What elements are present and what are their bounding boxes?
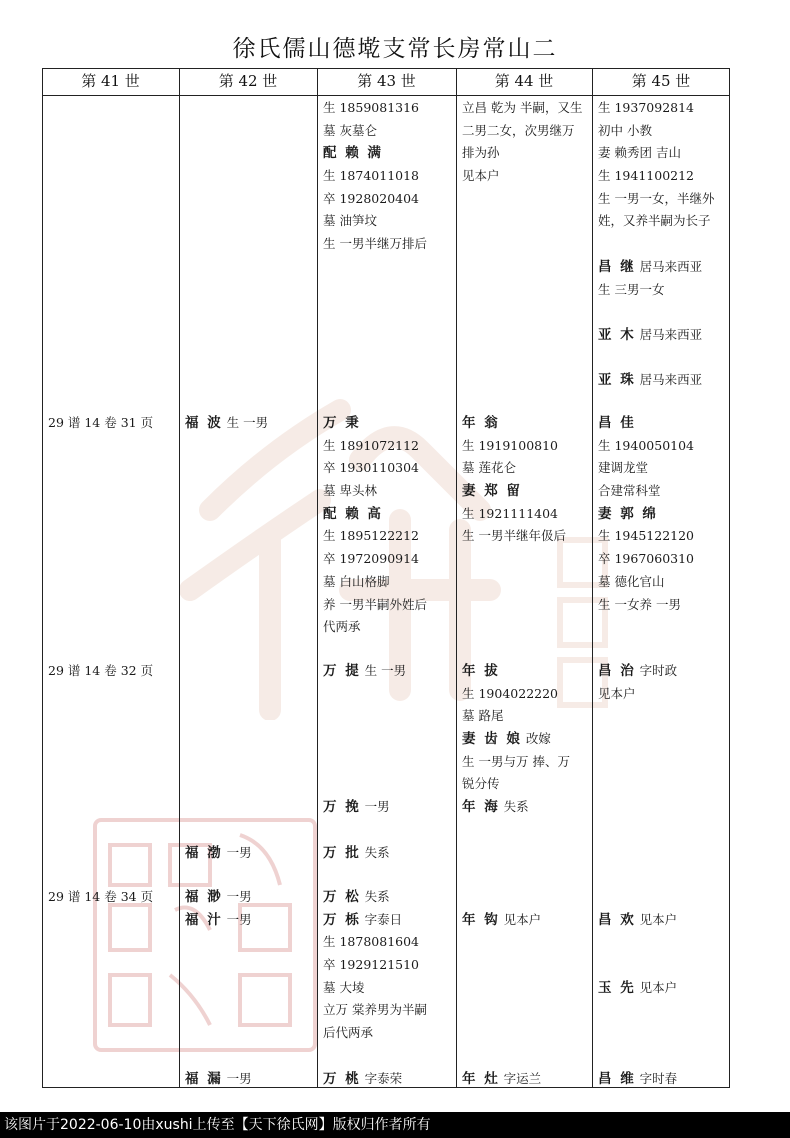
entry-line (319, 480, 455, 503)
entry-line (458, 525, 594, 548)
entry-text: 排为孙 (462, 145, 500, 161)
cell-c44-section-2 (458, 660, 594, 819)
person-entry (458, 412, 594, 435)
entry-line (594, 142, 730, 165)
spacer (319, 705, 455, 728)
person-name: 昌 维 (598, 1071, 636, 1087)
entry-line (458, 165, 594, 188)
person-entry (594, 324, 730, 347)
person-name: 配 赖 高 (323, 505, 383, 522)
entry-line (319, 165, 455, 188)
person-entry (458, 796, 594, 819)
entry-line (594, 165, 730, 188)
entry-text: 一男 (360, 799, 390, 815)
spacer (594, 347, 730, 370)
entry-line (44, 660, 180, 683)
person-name: 万 松 (323, 889, 361, 905)
spacer (594, 233, 730, 256)
entry-text: 生 1895122212 (323, 528, 420, 544)
entry-line (319, 97, 455, 120)
cell-c44-section-3 (458, 886, 594, 931)
column-divider (456, 68, 457, 1088)
entry-line (319, 977, 455, 1000)
entry-line (319, 188, 455, 211)
person-name: 年 钩 (462, 911, 500, 928)
person-name: 福 波 (185, 415, 223, 431)
entry-line (458, 751, 594, 774)
person-name: 万 挽 (323, 799, 361, 816)
person-entry (181, 886, 317, 909)
cell-c45-section-3 (594, 886, 730, 999)
entry-line (319, 571, 455, 594)
entry-text: 字时政 (635, 663, 678, 678)
person-entry (319, 412, 455, 435)
spacer (594, 931, 730, 954)
person-entry (181, 1068, 317, 1091)
cell-c42-section-1 (181, 412, 317, 435)
entry-text: 见本户 (598, 685, 636, 701)
entry-text: 生 一男半继万排后 (323, 236, 427, 252)
entry-text: 字泰日 (360, 911, 403, 927)
person-name: 万 秉 (323, 415, 361, 431)
person-name: 万 栎 (323, 911, 361, 928)
entry-text: 29 谱 14 卷 34 页 (48, 889, 154, 904)
entry-line (458, 142, 594, 165)
column-divider (317, 68, 318, 1088)
entry-text: 一男 (222, 911, 252, 927)
entry-line (458, 435, 594, 458)
person-entry (319, 660, 455, 683)
entry-line (594, 480, 730, 503)
cell-c43-section-3 (319, 886, 455, 1045)
entry-text: 墓 路尾 (462, 708, 504, 724)
entry-text: 生 三男一女 (598, 281, 665, 297)
spacer (458, 886, 594, 909)
entry-text: 一男 (222, 889, 252, 904)
person-entry (319, 142, 455, 165)
spacer (319, 751, 455, 774)
entry-text: 生 1874011018 (323, 168, 420, 184)
spacer (319, 728, 455, 751)
entry-text: 字运兰 (499, 1071, 542, 1086)
entry-text: 生 一男与万 捧、万 (462, 753, 570, 769)
entry-line (319, 594, 455, 617)
entry-text: 居马来西亚 (635, 372, 703, 388)
entry-text: 见本户 (462, 168, 500, 184)
cell-c44-section-4 (458, 1068, 594, 1091)
entry-text: 29 谱 14 卷 31 页 (48, 415, 154, 430)
person-entry (458, 909, 594, 932)
entry-line (44, 412, 180, 435)
person-name: 昌 治 (598, 663, 636, 679)
person-name: 福 渤 (185, 844, 223, 861)
spacer (319, 773, 455, 796)
person-entry (319, 842, 455, 865)
person-entry (594, 369, 730, 392)
cell-c44-section-0 (458, 97, 594, 188)
cell-c43-section-2 (319, 660, 455, 864)
entry-text: 卒 1972090914 (323, 551, 420, 567)
person-name: 妻 齿 娘 (462, 731, 522, 748)
person-name: 福 汁 (185, 911, 223, 928)
entry-text: 生 一男一女，半继外 (598, 190, 715, 206)
entry-text: 卒 1930110304 (323, 460, 420, 476)
entry-text: 一男 (222, 844, 252, 860)
entry-line (594, 594, 730, 617)
entry-text: 卒 1967060310 (598, 551, 695, 567)
entry-line (594, 435, 730, 458)
column-divider (179, 68, 180, 1088)
person-name: 万 提 (323, 663, 361, 679)
entry-text: 生 1859081316 (323, 100, 420, 115)
entry-line (594, 457, 730, 480)
entry-text: 合建常科堂 (598, 483, 661, 499)
person-name: 妻 郑 留 (462, 483, 522, 500)
entry-text: 墓 卑头林 (323, 483, 377, 499)
person-entry (594, 977, 730, 1000)
person-name: 年 海 (462, 799, 500, 816)
entry-text: 居马来西亚 (635, 258, 703, 274)
entry-line (319, 233, 455, 256)
entry-text: 生 1921111404 (462, 505, 559, 521)
person-name: 亚 珠 (598, 372, 636, 389)
person-name: 万 桃 (323, 1071, 361, 1087)
entry-line (319, 616, 455, 639)
spacer (319, 819, 455, 842)
cell-c41-section-3 (44, 886, 180, 909)
entry-line (319, 120, 455, 143)
entry-text: 墓 油笋坟 (323, 213, 377, 229)
header-gen-45: 第 45 世 (631, 72, 691, 90)
person-entry (458, 728, 594, 751)
cell-c45-section-1 (594, 412, 730, 616)
entry-text: 生 一女养 一男 (598, 596, 681, 612)
entry-line (458, 773, 594, 796)
entry-text: 见本户 (635, 979, 678, 995)
entry-text: 妻 赖秀团 吉山 (598, 145, 681, 161)
entry-line (594, 120, 730, 143)
entry-text: 后代两承 (323, 1025, 374, 1041)
cell-c41-section-1 (44, 412, 180, 435)
entry-text: 生 一男 (360, 663, 407, 678)
person-name: 年 灶 (462, 1071, 500, 1087)
entry-text: 生 一男半继年伋后 (462, 528, 566, 544)
entry-line (319, 931, 455, 954)
entry-text: 立昌 乾为 半嗣，又生 (462, 100, 583, 115)
entry-text: 生 1919100810 (462, 437, 559, 453)
entry-line (319, 210, 455, 233)
entry-text: 卒 1929121510 (323, 957, 420, 973)
person-name: 年 拔 (462, 663, 500, 679)
person-entry (458, 1068, 594, 1091)
entry-text: 字时春 (635, 1071, 678, 1086)
entry-text: 生 1878081604 (323, 934, 420, 950)
cell-c45-section-0 (594, 97, 730, 392)
entry-line (594, 548, 730, 571)
entry-line (319, 954, 455, 977)
person-name: 昌 欢 (598, 911, 636, 928)
entry-text: 生 1904022220 (462, 685, 559, 701)
person-name: 亚 木 (598, 326, 636, 343)
entry-line (458, 120, 594, 143)
person-name: 万 批 (323, 844, 361, 861)
entry-text: 生 1945122120 (598, 528, 695, 544)
entry-text: 养 一男半嗣外姓后 (323, 596, 427, 612)
cell-c43-section-4 (319, 1068, 455, 1091)
person-entry (458, 660, 594, 683)
entry-line (594, 571, 730, 594)
entry-text: 生 一男 (222, 415, 269, 430)
spacer (594, 954, 730, 977)
entry-line (594, 683, 730, 706)
entry-text: 见本户 (499, 911, 542, 927)
entry-line (458, 97, 594, 120)
entry-line (319, 1022, 455, 1045)
entry-line (319, 999, 455, 1022)
entry-line (319, 548, 455, 571)
entry-line (594, 188, 730, 211)
entry-line (594, 525, 730, 548)
header-gen-44: 第 44 世 (494, 72, 554, 90)
person-entry (181, 909, 317, 932)
entry-line (319, 525, 455, 548)
entry-text: 一男 (222, 1071, 252, 1086)
entry-text: 姓，又养半嗣为长子 (598, 213, 711, 229)
entry-line (594, 210, 730, 233)
cell-c45-section-2 (594, 660, 730, 705)
entry-text: 29 谱 14 卷 32 页 (48, 663, 154, 678)
page-title: 徐氏儒山德墘支常长房常山二 (232, 36, 558, 62)
entry-text: 墓 白山格脚 (323, 573, 390, 589)
spacer (594, 301, 730, 324)
header-gen-41: 第 41 世 (81, 72, 140, 90)
person-name: 福 渺 (185, 889, 223, 905)
cell-c43-section-0 (319, 97, 455, 256)
entry-text: 见本户 (635, 911, 678, 927)
entry-line (44, 886, 180, 909)
person-entry (181, 842, 317, 865)
entry-text: 生 1891072112 (323, 437, 420, 453)
person-name: 配 赖 满 (323, 145, 383, 162)
entry-text: 二男二女，次男继万 (462, 122, 575, 138)
entry-line (458, 457, 594, 480)
cell-c42-section-3 (181, 886, 317, 931)
person-name: 福 漏 (185, 1071, 223, 1087)
person-entry (319, 503, 455, 526)
copyright-footer: 该图片于2022-06-10由xushi上传至【天下徐氏网】版权归作者所有 (0, 1112, 790, 1138)
cell-c41-section-2 (44, 660, 180, 683)
entry-text: 立万 棠养男为半嗣 (323, 1002, 427, 1018)
person-entry (181, 412, 317, 435)
person-name: 年 翁 (462, 415, 500, 431)
person-entry (594, 412, 730, 435)
person-entry (594, 909, 730, 932)
person-name: 昌 继 (598, 258, 636, 275)
person-entry (458, 480, 594, 503)
person-entry (594, 660, 730, 683)
entry-text: 失系 (360, 889, 390, 904)
cell-c43-section-1 (319, 412, 455, 639)
column-divider (592, 68, 593, 1088)
entry-text: 生 1941100212 (598, 168, 695, 184)
entry-line (319, 435, 455, 458)
person-entry (319, 886, 455, 909)
entry-line (458, 683, 594, 706)
header-gen-43: 第 43 世 (357, 72, 416, 90)
entry-text: 失系 (499, 799, 529, 815)
entry-text: 生 1940050104 (598, 437, 695, 453)
header-gen-42: 第 42 世 (218, 72, 278, 90)
person-name: 妻 郭 绵 (598, 505, 658, 522)
entry-text: 初中 小教 (598, 122, 652, 138)
person-name: 玉 先 (598, 979, 636, 996)
entry-line (458, 503, 594, 526)
entry-text: 墓 大堎 (323, 979, 365, 995)
entry-line (458, 705, 594, 728)
entry-text: 居马来西亚 (635, 326, 703, 342)
entry-text: 字泰荣 (360, 1071, 403, 1086)
person-name: 昌 佳 (598, 415, 636, 431)
person-entry (594, 1068, 730, 1091)
entry-text: 墓 灰墓仑 (323, 122, 377, 138)
table-header-row (42, 68, 730, 96)
cell-c42-section-4 (181, 1068, 317, 1091)
entry-text: 锐分传 (462, 776, 500, 792)
person-entry (319, 1068, 455, 1091)
cell-c44-section-1 (458, 412, 594, 548)
entry-text: 卒 1928020404 (323, 190, 420, 206)
entry-text: 失系 (360, 844, 390, 860)
entry-text: 生 1937092814 (598, 100, 695, 115)
entry-line (594, 279, 730, 302)
person-entry (319, 796, 455, 819)
person-entry (319, 909, 455, 932)
cell-c45-section-4 (594, 1068, 730, 1091)
entry-text: 墓 莲花仑 (462, 460, 516, 476)
cell-c42-extra-section-2 (181, 842, 317, 865)
entry-text: 墓 德化官山 (598, 573, 665, 589)
spacer (319, 683, 455, 706)
entry-line (319, 457, 455, 480)
entry-text: 建调龙堂 (598, 460, 649, 476)
entry-text: 代两承 (323, 619, 361, 635)
entry-text: 改嫁 (521, 731, 551, 747)
person-entry (594, 256, 730, 279)
person-entry (594, 503, 730, 526)
entry-line (594, 97, 730, 120)
spacer (594, 886, 730, 909)
